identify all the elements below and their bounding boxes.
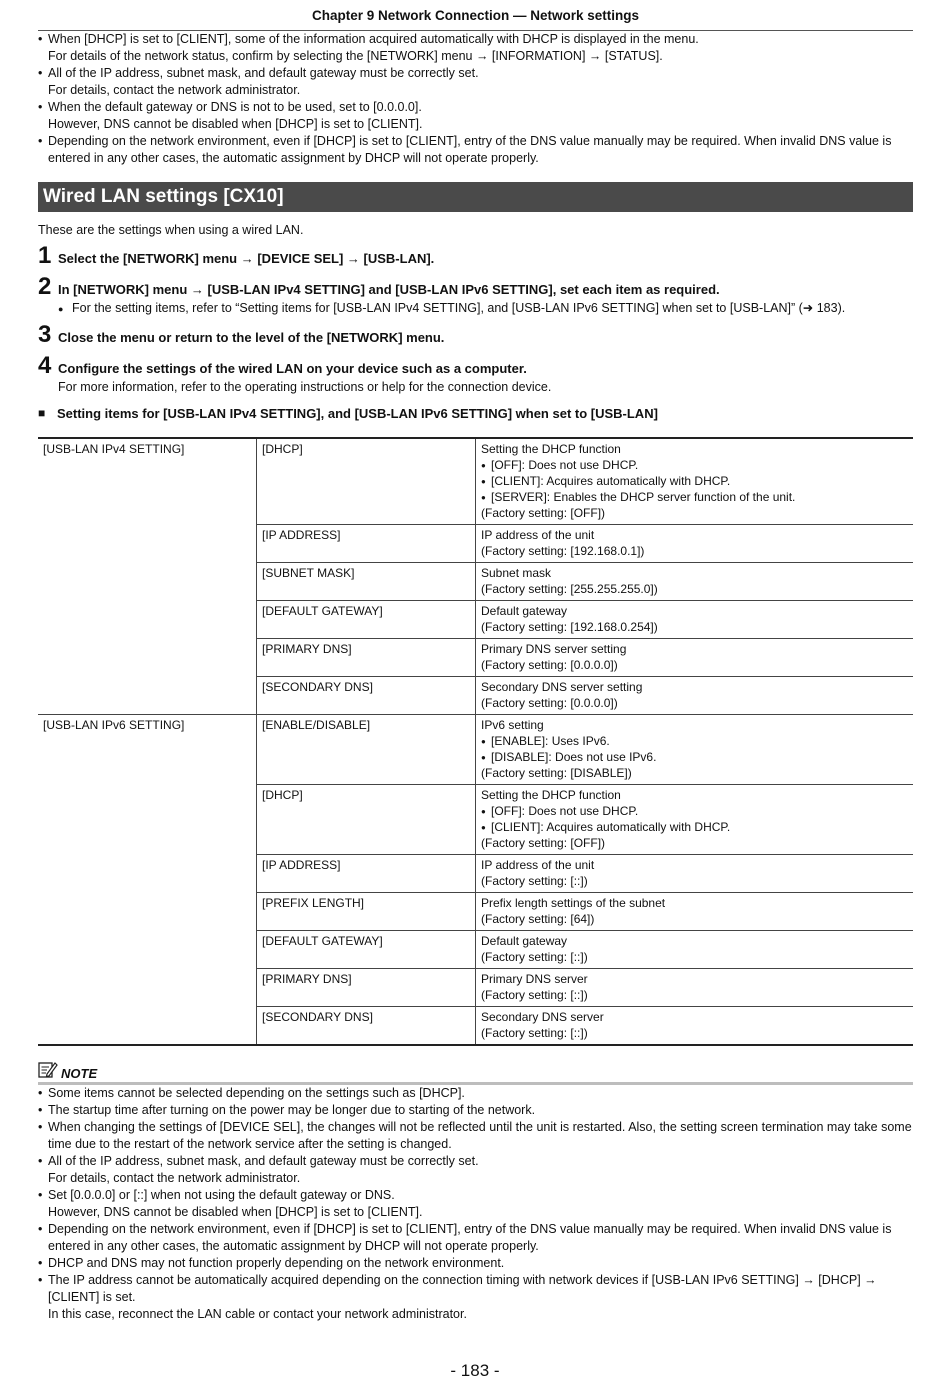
list-item-line: • All of the IP address, subnet mask, and default gateway must be correctly set. xyxy=(48,66,479,80)
step-number: 3 xyxy=(38,321,52,348)
note-bullet-list xyxy=(38,1085,913,1323)
list-item xyxy=(38,133,913,167)
factory-setting: (Factory setting: [0.0.0.0]) xyxy=(481,658,618,672)
list-item-line: • Depending on the network environment, even if [DHCP] is set to [CLIENT], entry of the DNS value manually may be required. When invalid DNS value is entered in any other cases, the automatic assignment by DHCP will not operate properly. xyxy=(48,1222,892,1253)
note-pencil-icon xyxy=(38,1060,58,1081)
list-item-line: • When changing the settings of [DEVICE SEL], the changes will not be reflected until the unit is restarted. Also, the setting screen termination may take some time due to the restart of the network service after the setting is changed. xyxy=(48,1120,912,1151)
description-line: IP address of the unit xyxy=(481,858,595,872)
settings-table xyxy=(38,437,913,1046)
factory-setting: (Factory setting: [192.168.0.1]) xyxy=(481,544,645,558)
factory-setting: (Factory setting: [255.255.255.0]) xyxy=(481,582,658,596)
list-item-line: • All of the IP address, subnet mask, and default gateway must be correctly set. xyxy=(48,1154,479,1168)
note-label: NOTE xyxy=(61,1066,98,1081)
step-list xyxy=(38,243,913,396)
table-subheading xyxy=(38,406,913,421)
list-item-line: • DHCP and DNS may not function properly depending on the network environment. xyxy=(48,1256,505,1270)
table-row xyxy=(38,715,913,785)
description-line: Secondary DNS server xyxy=(481,1010,604,1024)
factory-setting: (Factory setting: [0.0.0.0]) xyxy=(481,696,618,710)
list-item xyxy=(38,31,913,65)
step-number: 4 xyxy=(38,352,52,379)
description-line: Secondary DNS server setting xyxy=(481,680,643,694)
list-item xyxy=(38,1272,913,1323)
setting-description xyxy=(476,785,914,855)
step-text: In [NETWORK] menu → [USB-LAN IPv4 SETTING] and [USB-LAN IPv6 SETTING], set each item as required. xyxy=(58,282,720,297)
step-number: 2 xyxy=(38,273,52,300)
step-note: For more information, refer to the operating instructions or help for the connection device. xyxy=(58,380,552,394)
setting-description xyxy=(476,855,914,893)
setting-item: [SUBNET MASK] xyxy=(257,563,476,601)
list-item xyxy=(38,1085,913,1102)
description-line: Default gateway xyxy=(481,934,568,948)
list-item-line: • The IP address cannot be automatically acquired depending on the connection timing with network devices if [USB-LAN IPv6 SETTING] → [DHCP] → [CLIENT] is set. xyxy=(48,1273,877,1304)
list-item-line: • Depending on the network environment, even if [DHCP] is set to [CLIENT], entry of the DNS value manually may be required. When invalid DNS value is entered in any other cases, the automatic assignment by DHCP will not operate properly. xyxy=(48,134,892,165)
factory-setting: (Factory setting: [::]) xyxy=(481,988,588,1002)
page-number: - 183 - xyxy=(450,1361,500,1380)
list-item-line: • The startup time after turning on the power may be longer due to starting of the network. xyxy=(48,1103,536,1117)
step-text: Select the [NETWORK] menu → [DEVICE SEL] → [USB-LAN]. xyxy=(58,251,435,266)
list-item-line: • When the default gateway or DNS is not to be used, set to [0.0.0.0]. xyxy=(48,100,422,114)
list-item xyxy=(38,99,913,133)
list-item-line: For details, contact the network administrator. xyxy=(48,83,301,97)
list-item-line: In this case, reconnect the LAN cable or contact your network administrator. xyxy=(48,1307,467,1321)
setting-item: [SECONDARY DNS] xyxy=(257,1007,476,1046)
section-title: Wired LAN settings [CX10] xyxy=(38,182,913,212)
list-item xyxy=(38,1187,913,1221)
setting-description xyxy=(476,563,914,601)
description-line: Setting the DHCP function xyxy=(481,788,621,802)
setting-item: [DEFAULT GATEWAY] xyxy=(257,931,476,969)
step-item xyxy=(38,243,913,269)
chapter-header: Chapter 9 Network Connection — Network settings xyxy=(38,0,913,31)
setting-item: [DHCP] xyxy=(257,785,476,855)
option-line: ● [CLIENT]: Acquires automatically with DHCP. xyxy=(481,819,908,835)
table-row xyxy=(38,438,913,525)
list-item xyxy=(38,1153,913,1187)
option-line: ● [DISABLE]: Does not use IPv6. xyxy=(481,749,908,765)
setting-group: [USB-LAN IPv4 SETTING] xyxy=(38,438,257,715)
list-item xyxy=(38,1102,913,1119)
list-item xyxy=(38,1221,913,1255)
factory-setting: (Factory setting: [OFF]) xyxy=(481,836,606,850)
setting-description xyxy=(476,601,914,639)
description-line: Subnet mask xyxy=(481,566,552,580)
square-bullet-icon: ■ xyxy=(38,406,46,420)
factory-setting: (Factory setting: [::]) xyxy=(481,874,588,888)
table-subheading-text: Setting items for [USB-LAN IPv4 SETTING], and [USB-LAN IPv6 SETTING] when set to [USB-LAN] xyxy=(57,406,658,421)
setting-description xyxy=(476,931,914,969)
factory-setting: (Factory setting: [::]) xyxy=(481,950,588,964)
setting-item: [ENABLE/DISABLE] xyxy=(257,715,476,785)
option-line: ● [SERVER]: Enables the DHCP server function of the unit. xyxy=(481,489,908,505)
description-line: Default gateway xyxy=(481,604,568,618)
setting-description xyxy=(476,677,914,715)
option-line: ● [ENABLE]: Uses IPv6. xyxy=(481,733,908,749)
setting-description xyxy=(476,1007,914,1046)
step-item xyxy=(38,274,913,300)
setting-item: [SECONDARY DNS] xyxy=(257,677,476,715)
list-item xyxy=(38,65,913,99)
description-line: IP address of the unit xyxy=(481,528,595,542)
description-line: Primary DNS server xyxy=(481,972,588,986)
step-number: 1 xyxy=(38,242,52,269)
option-line: ● [CLIENT]: Acquires automatically with DHCP. xyxy=(481,473,908,489)
setting-group: [USB-LAN IPv6 SETTING] xyxy=(38,715,257,1046)
list-item-line: For details, contact the network administrator. xyxy=(48,1171,301,1185)
description-line: Setting the DHCP function xyxy=(481,442,621,456)
step-text: Configure the settings of the wired LAN on your device such as a computer. xyxy=(58,361,527,376)
option-line: ● [OFF]: Does not use DHCP. xyxy=(481,457,908,473)
list-item-line: • Some items cannot be selected depending on the settings such as [DHCP]. xyxy=(48,1086,465,1100)
description-line: Prefix length settings of the subnet xyxy=(481,896,666,910)
list-item-line: However, DNS cannot be disabled when [DHCP] is set to [CLIENT]. xyxy=(48,1205,423,1219)
description-line: Primary DNS server setting xyxy=(481,642,627,656)
intro-bullet-list xyxy=(38,31,913,167)
factory-setting: (Factory setting: [::]) xyxy=(481,1026,588,1040)
setting-description xyxy=(476,715,914,785)
setting-description xyxy=(476,969,914,1007)
list-item-line: However, DNS cannot be disabled when [DHCP] is set to [CLIENT]. xyxy=(48,117,423,131)
factory-setting: (Factory setting: [DISABLE]) xyxy=(481,766,632,780)
list-item xyxy=(38,1119,913,1153)
description-line: IPv6 setting xyxy=(481,718,544,732)
setting-item: [PREFIX LENGTH] xyxy=(257,893,476,931)
step-reference: ● For the setting items, refer to “Setting items for [USB-LAN IPv4 SETTING], and [USB-LAN IPv6 SETTING] when set to [USB-LAN]” (➜ 183). xyxy=(38,300,913,317)
step-text: Close the menu or return to the level of the [NETWORK] menu. xyxy=(58,330,445,345)
manual-page xyxy=(38,0,913,1323)
setting-description xyxy=(476,525,914,563)
setting-item: [PRIMARY DNS] xyxy=(257,969,476,1007)
note-header xyxy=(38,1060,913,1085)
step-item xyxy=(38,353,913,379)
setting-description xyxy=(476,438,914,525)
factory-setting: (Factory setting: [64]) xyxy=(481,912,595,926)
setting-item: [DHCP] xyxy=(257,438,476,525)
setting-item: [IP ADDRESS] xyxy=(257,525,476,563)
setting-item: [DEFAULT GATEWAY] xyxy=(257,601,476,639)
list-item-line: • Set [0.0.0.0] or [::] when not using the default gateway or DNS. xyxy=(48,1188,395,1202)
list-item-line: • When [DHCP] is set to [CLIENT], some of the information acquired automatically with DHCP is displayed in the menu. xyxy=(48,32,699,46)
list-item xyxy=(38,1255,913,1272)
option-line: ● [OFF]: Does not use DHCP. xyxy=(481,803,908,819)
setting-item: [PRIMARY DNS] xyxy=(257,639,476,677)
step-item xyxy=(38,322,913,348)
setting-description xyxy=(476,639,914,677)
setting-description xyxy=(476,893,914,931)
factory-setting: (Factory setting: [192.168.0.254]) xyxy=(481,620,658,634)
section-lead: These are the settings when using a wired LAN. xyxy=(38,223,304,237)
setting-item: [IP ADDRESS] xyxy=(257,855,476,893)
list-item-line: For details of the network status, confirm by selecting the [NETWORK] menu → [INFORMATION] → [STATUS]. xyxy=(48,49,663,63)
factory-setting: (Factory setting: [OFF]) xyxy=(481,506,606,520)
